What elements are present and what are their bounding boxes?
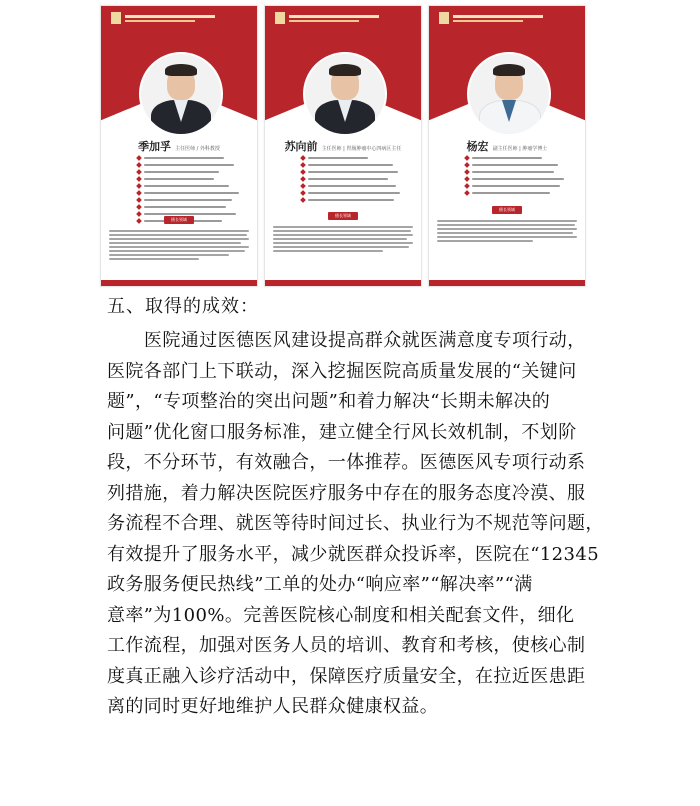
credential-item: [301, 184, 411, 188]
card-footer-bar: [265, 280, 421, 286]
bullet-icon: [136, 204, 142, 210]
credential-item: [301, 191, 411, 195]
credential-item: [137, 205, 247, 209]
doctor-name: 苏向前: [284, 140, 318, 153]
bullet-icon: [136, 218, 142, 224]
bullet-icon: [464, 176, 470, 182]
paragraph-line: 医院各部门上下联动，深入挖掘医院高质量发展的“关键问: [107, 360, 577, 382]
hospital-logo: [439, 12, 559, 24]
paragraph-line: 有效提升了服务水平，减少就医群众投诉率，医院在“12345: [107, 543, 600, 565]
credential-item: [301, 198, 411, 202]
specialty-badge: 擅长领域: [164, 216, 194, 224]
doctor-name-row: [265, 138, 421, 154]
doctor-card: [428, 5, 586, 287]
credential-item: [137, 198, 247, 202]
card-footer-bar: [101, 280, 257, 286]
credential-item: [465, 156, 575, 160]
logo-mark-icon: [439, 12, 449, 24]
bullet-icon: [136, 162, 142, 168]
logo-mark-icon: [111, 12, 121, 24]
credential-item: [301, 170, 411, 174]
paragraph-line: 题”，“专项整治的突出问题”和着力解决“长期未解决的: [107, 391, 551, 412]
document-body: [107, 293, 647, 723]
bullet-icon: [464, 155, 470, 161]
bullet-icon: [300, 183, 306, 189]
doctor-card: [264, 5, 422, 287]
paragraph-line: 医院通过医德医风建设提高群众就医满意度专项行动，: [144, 330, 586, 351]
doctor-photo: [303, 52, 387, 136]
bullet-icon: [464, 190, 470, 196]
specialty-badge: 擅长领域: [328, 212, 358, 220]
doctor-name: 杨宏: [466, 140, 489, 153]
paragraph-line: 务流程不合理、就医等待时间过长、执业行为不规范等问题，: [107, 513, 604, 534]
bullet-icon: [464, 162, 470, 168]
credential-item: [301, 156, 411, 160]
doctor-name: 季加孚: [138, 140, 172, 153]
paragraph-line: 意率”为100%。完善医院核心制度和相关配套文件，细化: [107, 604, 575, 626]
section-paragraph: [107, 326, 647, 723]
bullet-icon: [300, 155, 306, 161]
paragraph-line: 离的同时更好地维护人民群众健康权益。: [107, 696, 439, 717]
doctor-name-row: [429, 138, 585, 154]
bullet-icon: [136, 190, 142, 196]
hospital-logo: [111, 12, 231, 24]
specialty-badge: 擅长领域: [492, 206, 522, 214]
specialty-description: [109, 230, 249, 262]
section-heading: 五、取得的成效：: [107, 296, 259, 317]
bullet-icon: [136, 176, 142, 182]
doctor-card: [100, 5, 258, 287]
credential-item: [137, 156, 247, 160]
credential-item: [465, 191, 575, 195]
bullet-icon: [136, 211, 142, 217]
doctor-title: 主任医师 / 外科教授: [175, 146, 220, 152]
bullet-icon: [136, 169, 142, 175]
credential-list: [301, 156, 411, 205]
bullet-icon: [300, 197, 306, 203]
specialty-description: [437, 220, 577, 244]
paragraph-line: 度真正融入诊疗活动中，保障医疗质量安全，在拉近医患距: [107, 665, 586, 687]
doctor-title: 副主任医师 | 肿瘤学博士: [492, 146, 548, 152]
doctor-photo: [139, 52, 223, 136]
credential-item: [465, 170, 575, 174]
hospital-logo: [275, 12, 395, 24]
paragraph-line: 工作流程，加强对医务人员的培训、教育和考核，使核心制: [107, 635, 586, 656]
doctor-photo: [467, 52, 551, 136]
logo-mark-icon: [275, 12, 285, 24]
bullet-icon: [300, 176, 306, 182]
paragraph-line: 段，不分环节，有效融合，一体推荐。医德医风专项行动系: [107, 452, 586, 473]
bullet-icon: [300, 169, 306, 175]
bullet-icon: [136, 183, 142, 189]
card-footer-bar: [429, 280, 585, 286]
credential-item: [301, 177, 411, 181]
credential-item: [465, 163, 575, 167]
credential-item: [301, 163, 411, 167]
credential-item: [465, 184, 575, 188]
credential-item: [137, 184, 247, 188]
bullet-icon: [136, 197, 142, 203]
paragraph-line: 政务服务便民热线”工单的处办“响应率”“解决率”“满: [107, 574, 533, 595]
paragraph-line: 列措施，着力解决医院医疗服务中存在的服务态度冷漠、服: [107, 482, 586, 504]
bullet-icon: [136, 155, 142, 161]
credential-item: [137, 177, 247, 181]
credential-item: [465, 177, 575, 181]
doctor-cards: [100, 5, 583, 285]
credential-item: [137, 170, 247, 174]
doctor-title: 主任医师 | 胃肠肿瘤中心四病区主任: [321, 146, 402, 152]
bullet-icon: [300, 162, 306, 168]
bullet-icon: [464, 169, 470, 175]
credential-list: [465, 156, 575, 198]
specialty-description: [273, 226, 413, 254]
paragraph-line: 问题”优化窗口服务标准，建立健全行风长效机制，不划阶: [107, 421, 577, 443]
bullet-icon: [300, 190, 306, 196]
doctor-name-row: [101, 138, 257, 154]
bullet-icon: [464, 183, 470, 189]
credential-item: [137, 163, 247, 167]
credential-item: [137, 191, 247, 195]
